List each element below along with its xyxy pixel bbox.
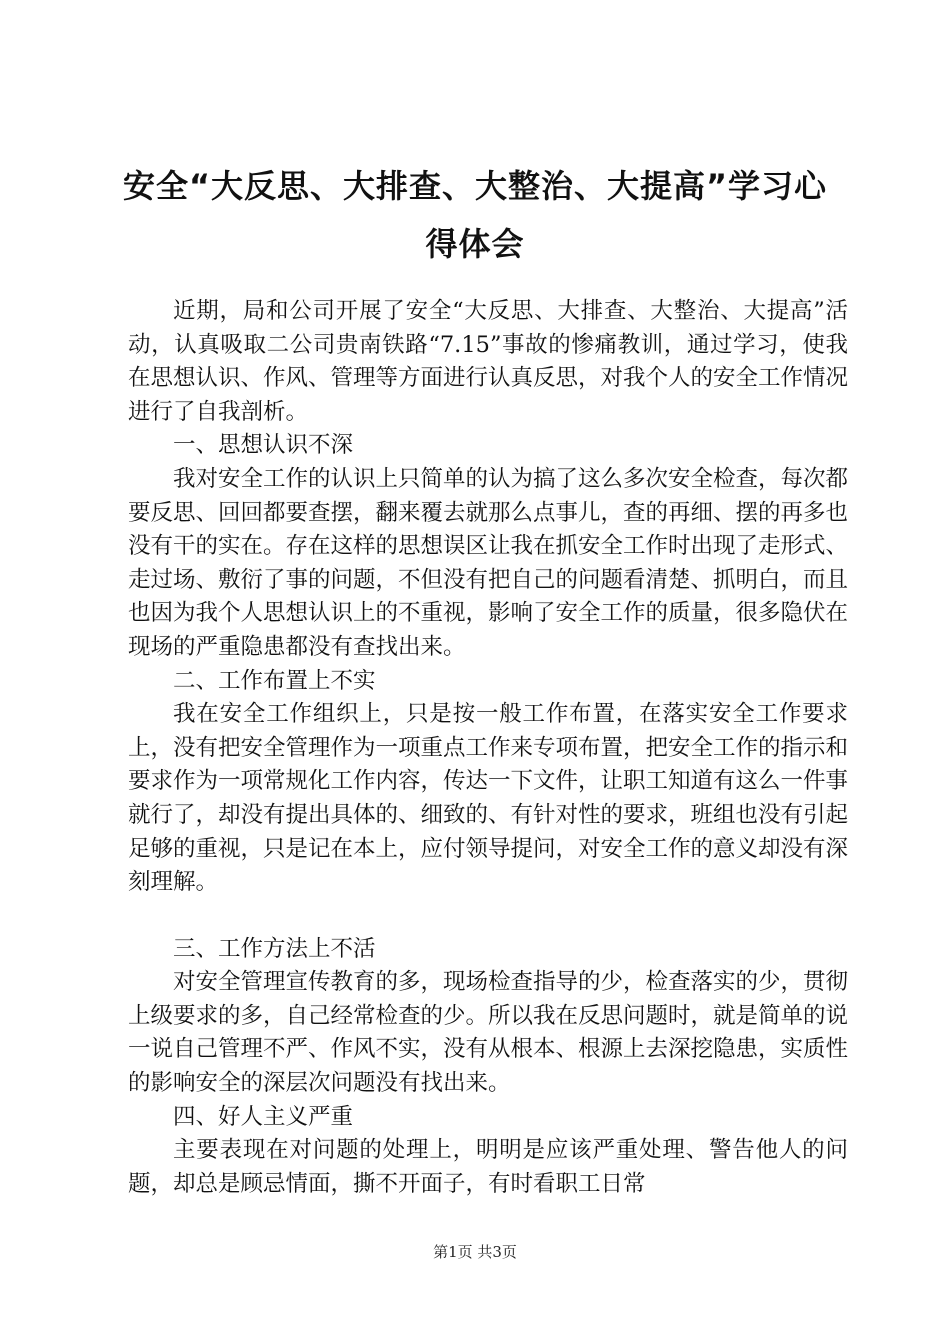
paragraph-gap [128,900,848,933]
intro-paragraph: 近期，局和公司开展了安全“大反思、大排查、大整治、大提高”活动，认真吸取二公司贵南铁路“7.15”事故的惨痛教训，通过学习，使我在思想认识、作风、管理等方面进行认真反思，对我个人的安全工作情况进行了自我剖析。 [128,298,849,425]
section-paragraph-4: 主要表现在对问题的处理上，明明是应该严重处理、警告他人的问题，却总是顾忌情面，撕不开面子，有时看职工日常 [128,1137,848,1197]
section-paragraph-1: 我对安全工作的认识上只简单的认为搞了这么多次安全检查，每次都要反思、回回都要查摆，翻来覆去就那么点事儿，查的再细、摆的再多也没有干的实在。存在这样的思想误区让我在抓安全工作时出现了走形式、走过场、敷衍了事的问题，不但没有把自己的问题看清楚、抓明白，而且也因为我个人思想认识上的不重视，影响了安全工作的质量，很多隐伏在现场的严重隐患都没有查找出来。 [128,465,849,660]
document-title: 安全“大反思、大排查、大整治、大提高”学习心得体会 [122,167,828,263]
section-paragraph-2: 我在安全工作组织上，只是按一般工作布置，在落实安全工作要求上，没有把安全管理作为一项重点工作来专项布置，把安全工作的指示和要求作为一项常规化工作内容，传达一下文件，让职工知道有这么一件事就行了，却没有提出具体的、细致的、有针对性的要求，班组也没有引起足够的重视，只是记在本上，应付领导提问，对安全工作的意义却没有深刻理解。 [128,701,849,896]
document-body [128,295,848,1201]
section-heading-1: 一、思想认识不深 [173,432,354,459]
section-paragraph-3: 对安全管理宣传教育的多，现场检查指导的少，检查落实的少，贯彻上级要求的多，自己经常检查的少。所以我在反思问题时，就是简单的说一说自己管理不严、作风不实，没有从根本、根源上去深挖隐患，实质性的影响安全的深层次问题没有找出来。 [128,969,849,1097]
section-heading-3: 三、工作方法上不活 [173,935,376,962]
page-number-footer: 第1页 共3页 [433,1243,517,1261]
section-heading-2: 二、工作布置上不实 [173,667,376,694]
section-heading-4: 四、好人主义严重 [173,1103,354,1130]
